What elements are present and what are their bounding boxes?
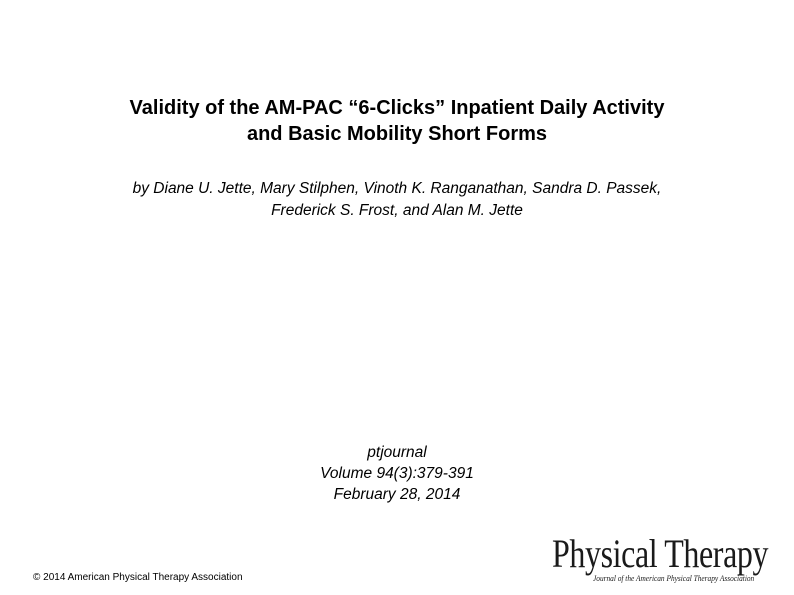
author-list-line-1: by Diane U. Jette, Mary Stilphen, Vinoth K. Ranganathan, Sandra D. Passek, xyxy=(132,180,662,197)
article-title xyxy=(0,95,794,147)
copyright-notice: © 2014 American Physical Therapy Association xyxy=(33,572,243,583)
journal-logo-wordmark: Physical Therapy xyxy=(552,531,769,576)
journal-logo xyxy=(552,531,784,584)
article-title-line-1: Validity of the AM-PAC “6-Clicks” Inpatient Daily Activity xyxy=(129,97,665,119)
citation-block xyxy=(0,442,794,505)
publication-date: February 28, 2014 xyxy=(333,486,461,503)
author-list-line-2: Frederick S. Frost, and Alan M. Jette xyxy=(271,202,523,219)
article-title-line-2: and Basic Mobility Short Forms xyxy=(246,123,548,145)
author-list xyxy=(0,178,794,222)
journal-name: ptjournal xyxy=(367,444,427,461)
journal-logo-tagline: Journal of the American Physical Therapy Association xyxy=(593,574,755,583)
volume-info: Volume 94(3):379-391 xyxy=(320,465,474,482)
